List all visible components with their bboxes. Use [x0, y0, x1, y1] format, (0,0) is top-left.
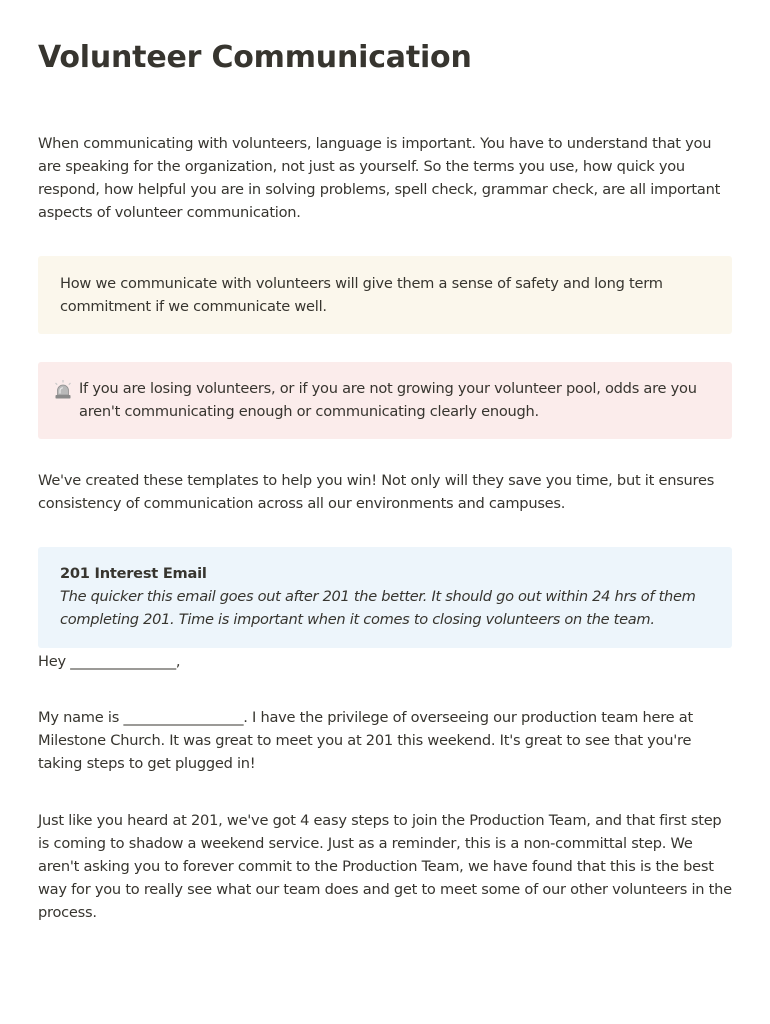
email-paragraph-2: Just like you heard at 201, we've got 4 easy steps to join the Production Team, and that first step is coming to shadow a weekend service. Just as a reminder, this is a non-committal step. We aren't asking you to forever commit to the Production Team, we have found that this is the best way for you to really see what our team does and get to meet some of our other volunteers in the process. — [38, 812, 732, 921]
templates-intro-paragraph: We've created these templates to help you win! Not only will they save you time, but it ensures consistency of communication across all our environments and campuses. — [38, 472, 715, 512]
template-callout — [38, 547, 732, 648]
siren-icon — [52, 379, 74, 401]
template-heading: 201 Interest Email — [60, 565, 207, 582]
email-paragraph-1: My name is _________________. I have the privilege of overseeing our production team here at Milestone Church. It was great to meet you at 201 this weekend. It's great to see that you're taking steps to get plugged in! — [38, 709, 693, 772]
email-greeting: Hey _______________, — [38, 653, 181, 670]
safety-callout-text: How we communicate with volunteers will give them a sense of safety and long term commitment if we communicate well. — [60, 275, 663, 315]
safety-callout — [38, 256, 732, 334]
warning-callout-text: If you are losing volunteers, or if you are not growing your volunteer pool, odds are you aren't communicating enough or communicating clearly enough. — [79, 380, 697, 420]
intro-paragraph: When communicating with volunteers, language is important. You have to understand that you are speaking for the organization, not just as yourself. So the terms you use, how quick you respond, how helpful you are in solving problems, spell check, grammar check, are all important aspects of volunteer communication. — [38, 135, 721, 221]
template-note: The quicker this email goes out after 201 the better. It should go out within 24 hrs of them completing 201. Time is important when it comes to closing volunteers on the team. — [60, 588, 696, 628]
warning-callout — [38, 362, 732, 439]
page-title: Volunteer Communication — [38, 40, 472, 75]
